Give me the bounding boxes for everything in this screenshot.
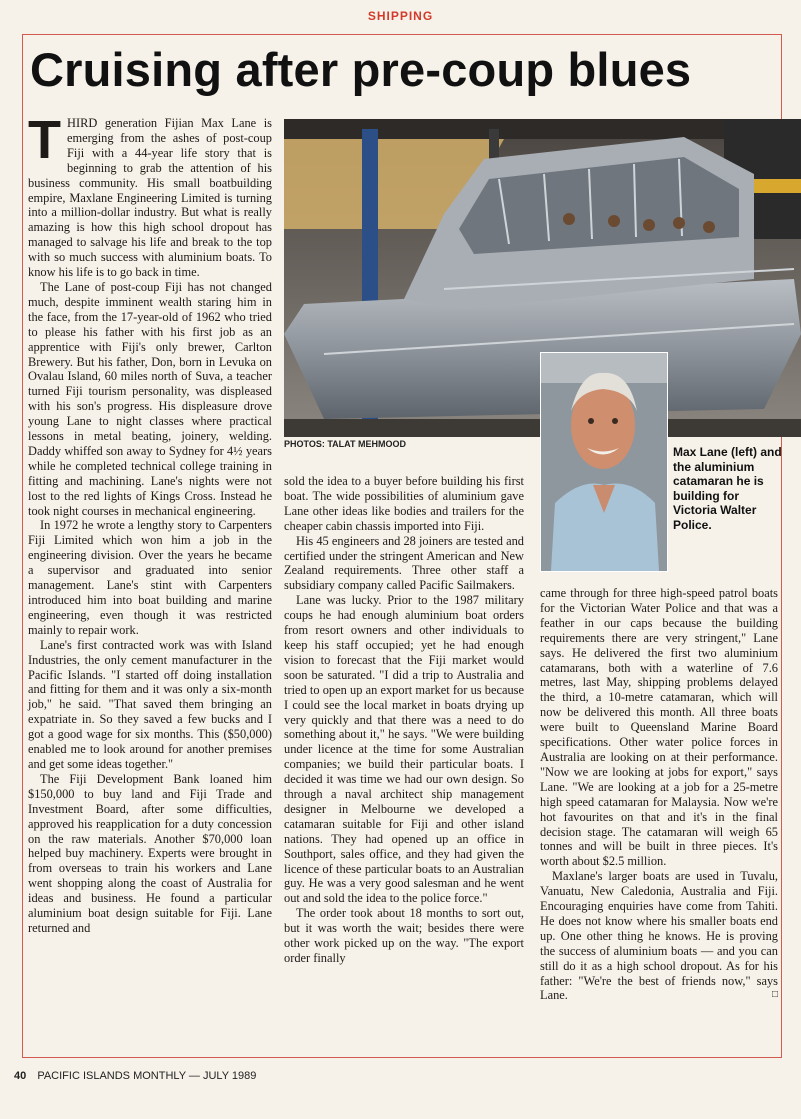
paragraph: The order took about 18 months to sort out, but it was worth the wait; besides there were other work picked up on the way. "The export order finally (284, 906, 524, 965)
photo-caption: Max Lane (left) and the aluminium catamaran he is building for Victoria Walter Police. (673, 445, 782, 532)
section-label: SHIPPING (367, 9, 434, 23)
paragraph (28, 110, 272, 280)
max-lane-portrait (540, 352, 668, 572)
paragraph: Lane's first contracted work was with Island Industries, the only cement manufacturer in the Pacific Islands. "I started off doing installation and fitting for them and it was only a six-month job," he said. "That saved them bringing an expatriate in. So they saved a few bucks and I got a good wage for six months. This ($50,000) enabled me to look around for another premises and get some ideas together." (28, 637, 272, 771)
paragraph: sold the idea to a buyer before building his first boat. The wide possibilities of aluminium gave Lane other ideas like bodies and trailers for the cheaper cabin chassis imported into Fiji. (284, 474, 524, 533)
paragraph: In 1972 he wrote a lengthy story to Carpenters Fiji Limited which won him a job in the engineering division. Over the years he became a supervisor and graduated into senior management. Lane's stint with Carpenters introduced him into boat building and marine engineering, even though it was restricted mainly to repair work. (28, 518, 272, 637)
paragraph (540, 869, 778, 1003)
end-mark: □ (771, 989, 778, 1001)
publication-line: PACIFIC ISLANDS MONTHLY — JULY 1989 (37, 1070, 257, 1082)
headline: Cruising after pre-coup blues (30, 43, 692, 96)
drop-cap: T (28, 110, 61, 170)
paragraph: His 45 engineers and 28 joiners are tested and certified under the stringent American and New Zealand requirements. Three other staff a subsidiary company called Pacific Sailmakers. (284, 533, 524, 593)
portrait-illustration (541, 353, 667, 571)
paragraph: The Fiji Development Bank loaned him $150,000 to buy land and Fiji Trade and Investment Board, after some difficulties, approved his reapplication for a duty concession on the raw materials. Another $70,000 loan helped buy machinery. Experts were brought in from overseas to train his workers and Lane went shopping along the coast of Australia for ideas and business. He found a particular aluminium boat design suitable for Fiji. Lane returned and (28, 771, 272, 935)
page-footer (14, 1070, 256, 1082)
page-number: 40 (14, 1070, 27, 1082)
article-column-3 (540, 586, 778, 1003)
paragraph: The Lane of post-coup Fiji has not changed much, despite imminent wealth staring him in the face, from the 17-year-old of 1962 who tried to please his father with his first job as an apprentice with Fiji's only brewer, Carlton Brewery. But his father, Don, born in Levuka on Ovalau Island, 60 miles north of Suva, a teacher turned Fiji tourism personality, was displeased with his son's progress. His displeasure drove young Lane to night classes where practical lessons in metal beating, joinery, welding. Daddy whiffed son away to Sydney for 4½ years while he completed technical college training in fitting and machining. Lane's nights were not lost to the red lights of Kings Cross. Instead he took night courses in mechanical engineering. (28, 279, 272, 518)
photo-credit: PHOTOS: TALAT MEHMOOD (284, 439, 406, 449)
paragraph: came through for three high-speed patrol boats for the Victorian Water Police and that was a feather in our caps because the building requirements there are very stringent," Lane says. He delivered the first two aluminium catamarans, both with a waterline of 7.6 metres, last May, shipping problems delayed the third, a 10-metre catamaran, which will now be delivered this month. All three boats were built to Queensland Marine Board specifications. Other water police forces in Australia are looking on at their performance. "Now we are looking at jobs for export," says Lane. "We are looking at a job for a 25-metre high speed catamaran for Malaysia. Now we're hot favourites on that and it's in the final decision stage. The catamaran will weigh 65 tonnes and will be built in three pieces. It's worth about $2.5 million. (540, 586, 778, 869)
article-column-1 (28, 110, 272, 936)
paragraph-text: HIRD generation Fijian Max Lane is emerging from the ashes of post-coup Fiji with a 44-year life story that is beginning to grab the attention of his business community. His small boatbuilding empire, Maxlane Engineering Limited is turning into a million-dollar industry. But what is really amazing is how this high school dropout has managed to salvage his life and break to the top with so much success with aluminium boats. To know his life is to go back in time. (28, 116, 272, 280)
paragraph: Lane was lucky. Prior to the 1987 military coups he had enough aluminium boat orders from resort owners and other individuals to keep his staff occupied; yet he had enough vision to forecast that the Fiji market would soon be saturated. "I did a trip to Australia and tried to open up an export market for us because I could see the local market in boats drying up very quickly and that there was a need to do something about it," he says. "We were building under licence at the time for some Australian companies; we build their particular boats. I decided it was time we had our own design. So through a naval architect ship management designer in Melbourne we developed a catamaran suitable for Fiji and other island nations. They had opened up an office in Southport, sales office, and they had given the licence of these particular boats to an Australian guy. He was a very good salesman and he went out and sold the idea to the police force." (284, 593, 524, 906)
paragraph-text: Maxlane's larger boats are used in Tuvalu, Vanuatu, New Caledonia, Australia and Fiji. Encouraging enquiries have come from Tahiti. He does not know where his smaller boats end up. One other thing he knows. He is proving the success of aluminium boats — and you can still do it as a high school dropout. As for his father: "We're the best of friends now," says Lane. (540, 869, 778, 1003)
article-column-2 (284, 474, 524, 966)
